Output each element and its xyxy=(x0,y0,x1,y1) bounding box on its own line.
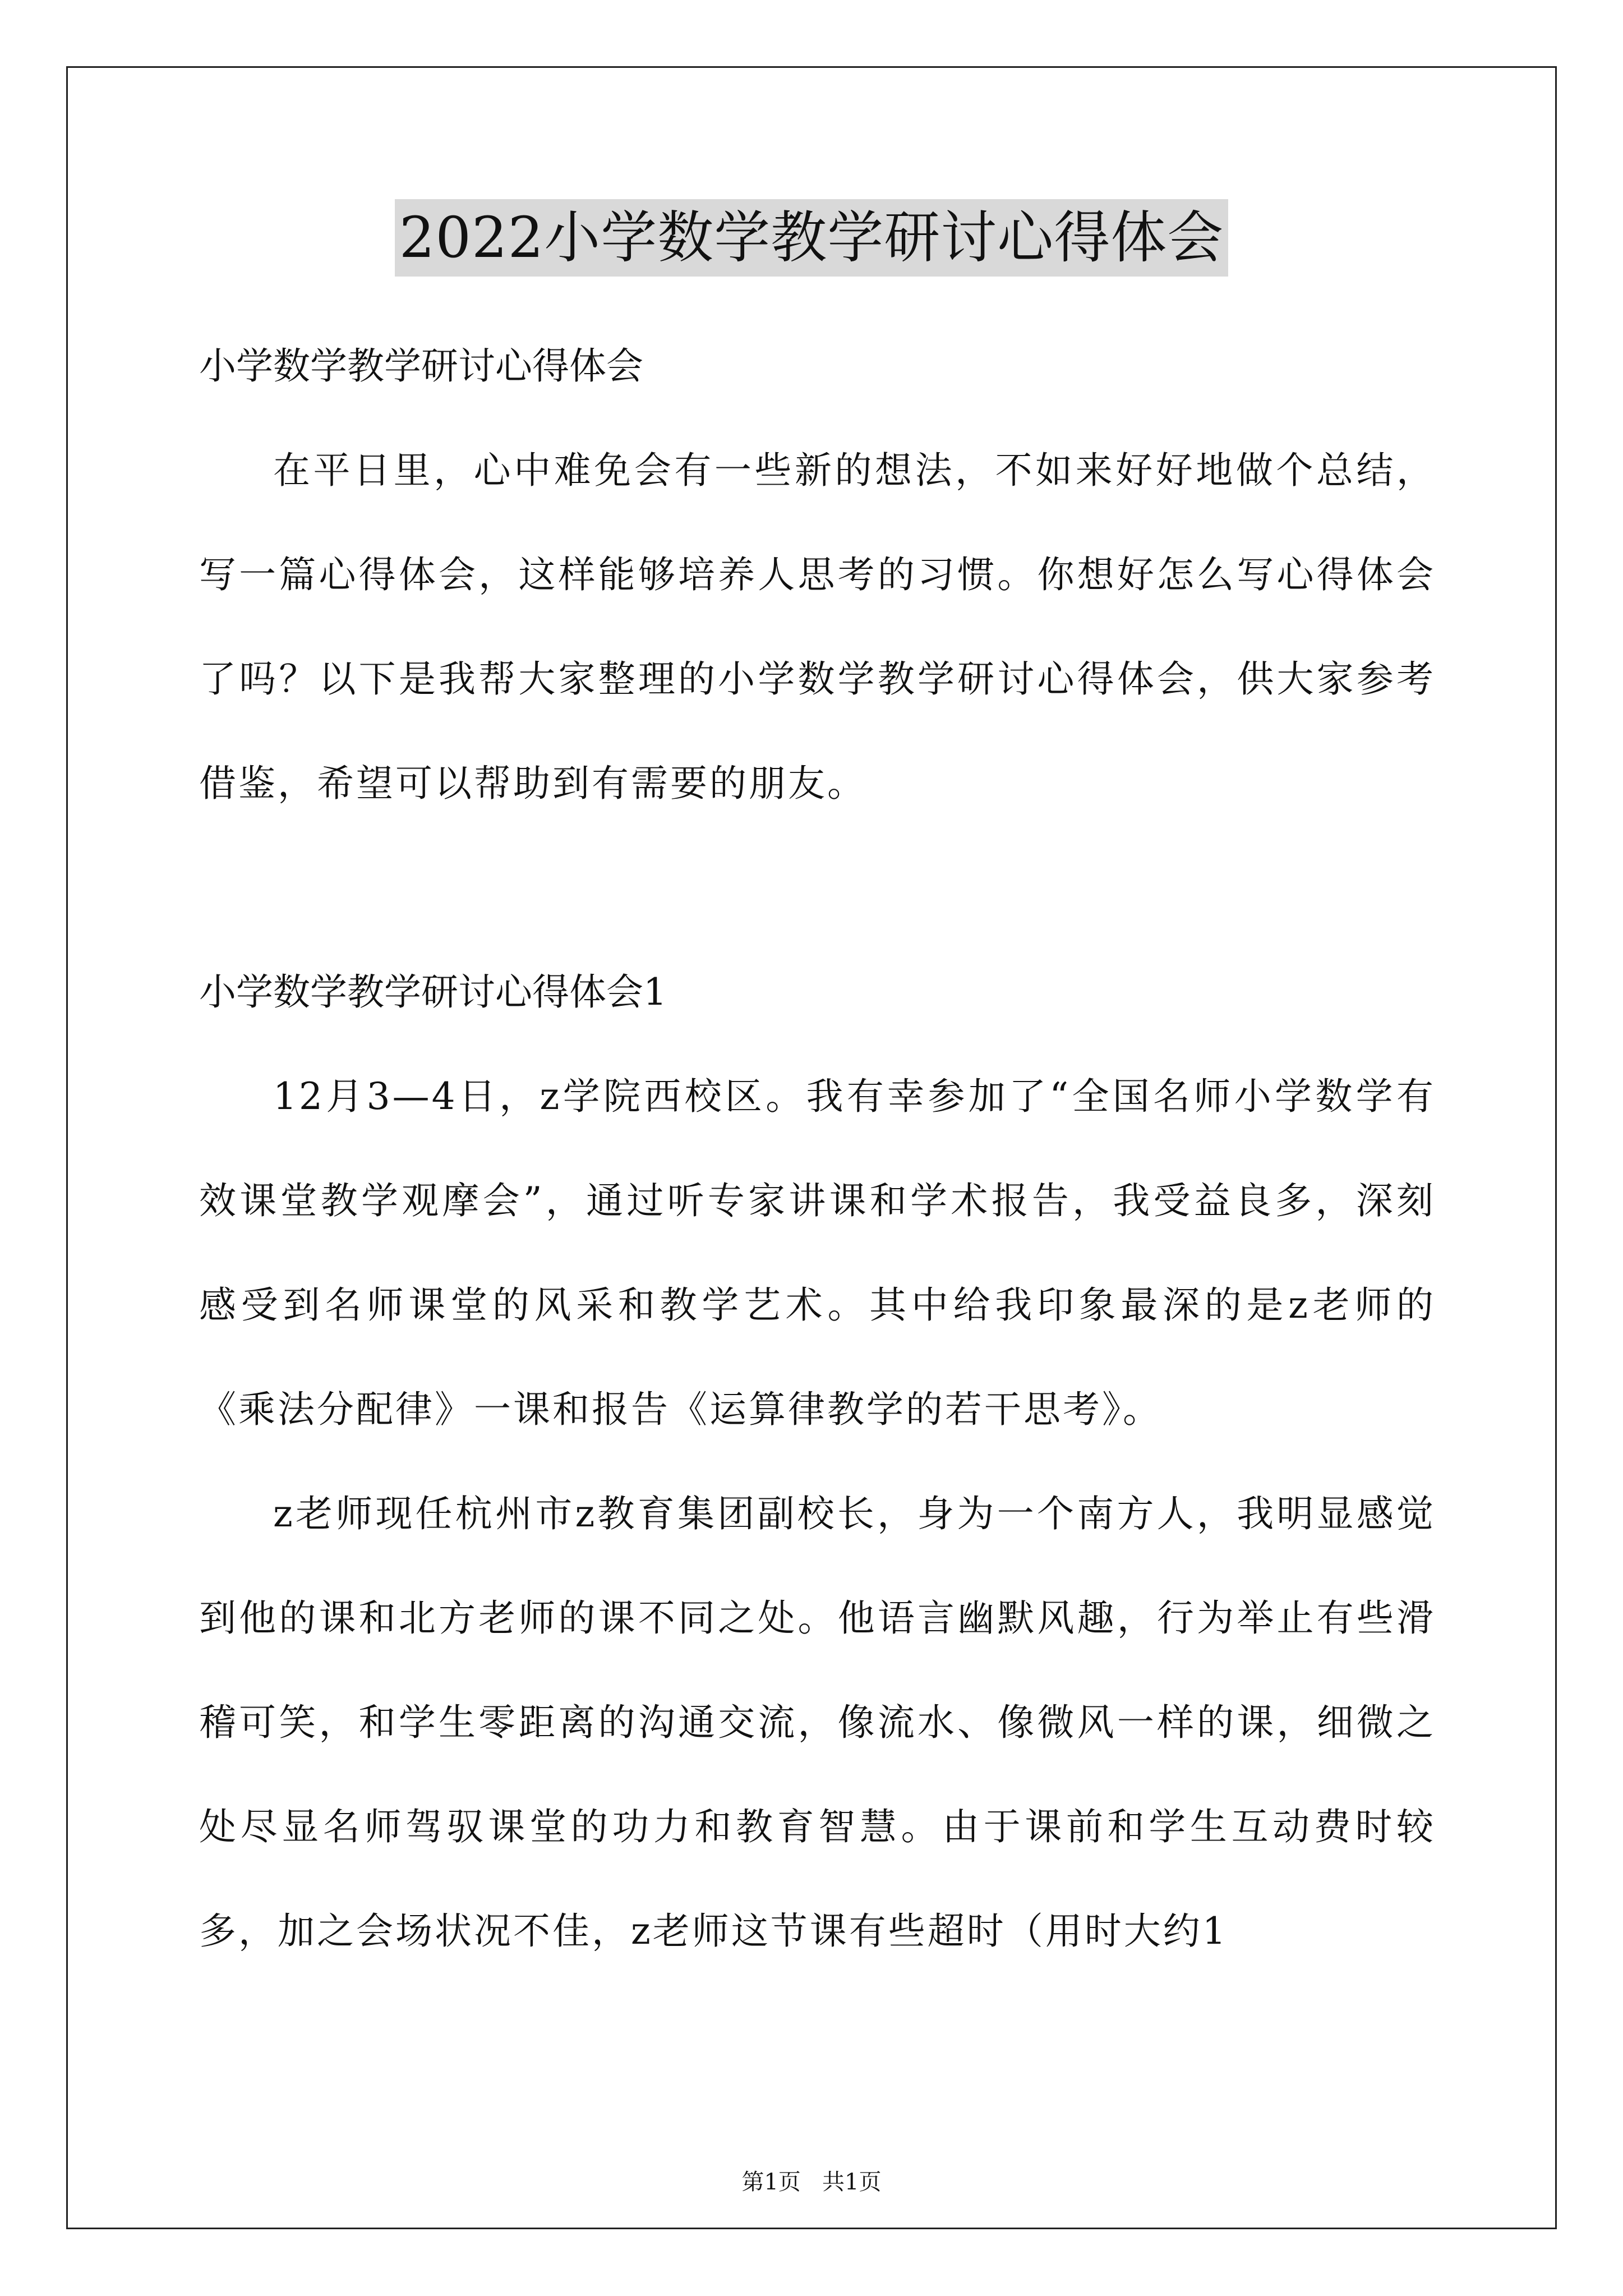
page-footer: 第1页 共1页 xyxy=(741,2169,882,2195)
document-body xyxy=(199,314,1436,1984)
intro-paragraph: 在平日里，心中难免会有一些新的想法，不如来好好地做个总结，写一篇心得体会，这样能够培养人思考的习惯。你想好怎么写心得体会了吗？以下是我帮大家整理的小学数学教学研讨心得体会，供大家参考借鉴，希望可以帮助到有需要的朋友。 xyxy=(199,449,1436,805)
paragraph-1: 12月3—4日，z学院西校区。我有幸参加了“全国名师小学数学有效课堂教学观摩会”，通过听专家讲课和学术报告，我受益良多，深刻感受到名师课堂的风采和教学艺术。其中给我印象最深的是z老师的《乘法分配律》一课和报告《运算律教学的若干思考》。 xyxy=(199,1075,1436,1431)
title-container xyxy=(0,199,1623,277)
spacer xyxy=(199,836,1436,940)
paragraph-2: z老师现任杭州市z教育集团副校长，身为一个南方人，我明显感觉到他的课和北方老师的课不同之处。他语言幽默风趣，行为举止有些滑稽可笑，和学生零距离的沟通交流，像流水、像微风一样的课，细微之处尽显名师驾驭课堂的功力和教育智慧。由于课前和学生互动费时较多，加之会场状况不佳，z老师这节课有些超时（用时大约1 xyxy=(199,1492,1436,1953)
section-heading: 小学数学教学研讨心得体会1 xyxy=(199,970,667,1014)
document-title: 2022小学数学教学研讨心得体会 xyxy=(395,199,1229,277)
document-subtitle: 小学数学教学研讨心得体会 xyxy=(199,344,643,388)
